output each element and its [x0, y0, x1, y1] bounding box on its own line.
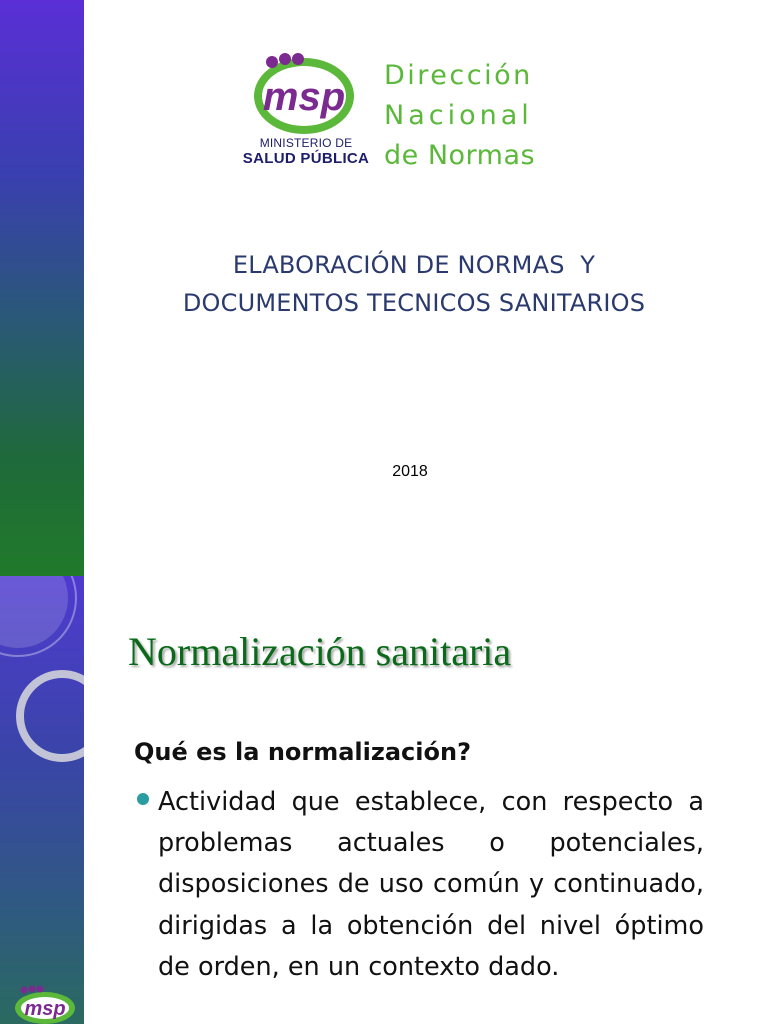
content-slide: [0, 576, 768, 1024]
slide-side-bar: [0, 0, 84, 576]
direccion-line-3: de Normas: [384, 140, 536, 171]
direccion-line-1: Dirección: [384, 60, 533, 91]
bullet-text: Actividad que establece, con respecto a problemas actuales o potenciales, disposiciones de uso común y continuado, dirigidas a la obtención del nivel óptimo de orden, en un contexto dado.: [158, 787, 704, 982]
msp-logo-text: msp: [262, 75, 346, 119]
year-label: 2018: [392, 463, 428, 480]
question-subheading: Qué es la normalización?: [134, 738, 471, 766]
salud-publica-label: SALUD PÚBLICA: [242, 150, 370, 167]
slide-title-line-2: DOCUMENTOS TECNICOS SANITARIOS: [182, 289, 646, 317]
msp-mini-logo-text: msp: [24, 998, 66, 1020]
msp-logo-icon: [252, 50, 360, 136]
bullet-icon: [137, 793, 149, 805]
msp-mini-logo-icon: [12, 984, 78, 1024]
slide-title-line-1: ELABORACIÓN DE NORMAS Y: [232, 251, 596, 279]
direccion-line-2: Nacional: [384, 100, 533, 131]
ministerio-label: MINISTERIO DE: [259, 136, 353, 150]
decorative-circles-icon: [0, 576, 84, 1024]
section-heading: Normalización sanitaria: [128, 629, 512, 674]
slide-title: [100, 246, 728, 322]
slide-side-bar-2: [0, 576, 84, 1024]
